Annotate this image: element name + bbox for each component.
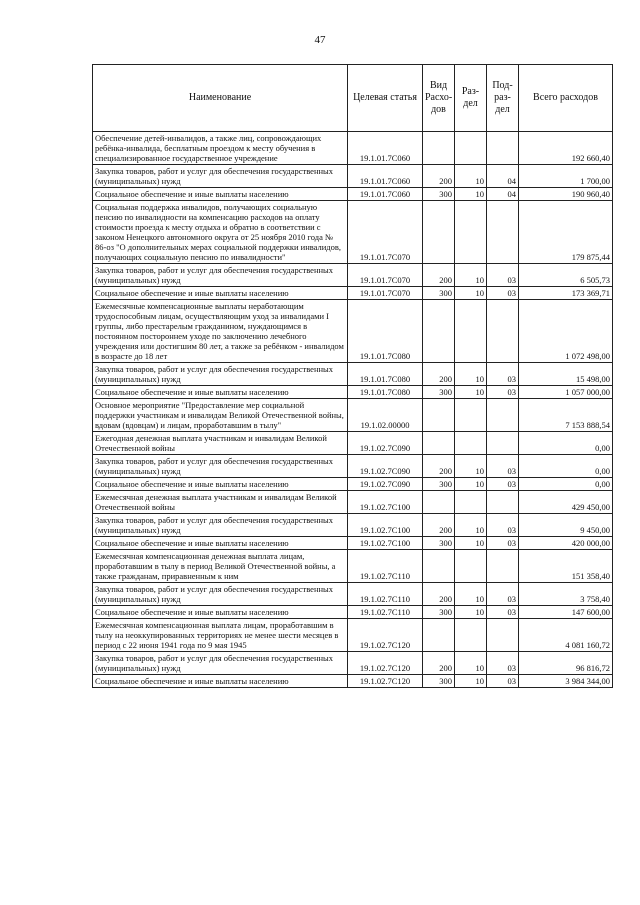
row-name: Закупка товаров, работ и услуг для обеспечения государственных (муниципальных) нужд: [93, 264, 348, 287]
row-section: 10: [455, 455, 487, 478]
table-row: [93, 386, 613, 399]
row-code: 19.1.02.7С110: [348, 550, 423, 583]
row-subsection: [487, 550, 519, 583]
row-name: Социальное обеспечение и иные выплаты населению: [93, 478, 348, 491]
header-kind: Вид Расхо- дов: [423, 65, 455, 132]
row-kind: 300: [423, 606, 455, 619]
row-subsection: 03: [487, 514, 519, 537]
row-subsection: [487, 432, 519, 455]
row-total: 0,00: [519, 455, 613, 478]
row-subsection: 03: [487, 652, 519, 675]
table-row: [93, 363, 613, 386]
row-kind: [423, 619, 455, 652]
row-section: 10: [455, 652, 487, 675]
row-code: 19.1.02.7С110: [348, 606, 423, 619]
row-subsection: 03: [487, 583, 519, 606]
row-section: [455, 432, 487, 455]
row-total: 7 153 888,54: [519, 399, 613, 432]
row-code: 19.1.02.7С090: [348, 432, 423, 455]
row-kind: 200: [423, 652, 455, 675]
row-subsection: 03: [487, 537, 519, 550]
header-name: Наименование: [93, 65, 348, 132]
row-kind: 200: [423, 264, 455, 287]
row-name: Обеспечение детей-инвалидов, а также лиц, сопровождающих ребёнка-инвалида, бесплатным проездом к месту обучения в специализированное государственное учреждение: [93, 132, 348, 165]
row-kind: [423, 432, 455, 455]
row-kind: 300: [423, 386, 455, 399]
row-subsection: 04: [487, 188, 519, 201]
table-row: [93, 491, 613, 514]
header-subsection: Под- раз- дел: [487, 65, 519, 132]
budget-table: [92, 64, 613, 688]
row-section: [455, 619, 487, 652]
row-subsection: 03: [487, 264, 519, 287]
row-subsection: [487, 132, 519, 165]
row-code: 19.1.01.7С080: [348, 386, 423, 399]
row-section: 10: [455, 514, 487, 537]
row-name: Закупка товаров, работ и услуг для обеспечения государственных (муниципальных) нужд: [93, 652, 348, 675]
row-total: 147 600,00: [519, 606, 613, 619]
table-row: [93, 432, 613, 455]
row-kind: 300: [423, 478, 455, 491]
row-total: 420 000,00: [519, 537, 613, 550]
row-total: 1 057 000,00: [519, 386, 613, 399]
table-row: [93, 478, 613, 491]
row-name: Закупка товаров, работ и услуг для обеспечения государственных (муниципальных) нужд: [93, 455, 348, 478]
row-kind: [423, 399, 455, 432]
row-section: 10: [455, 583, 487, 606]
row-code: 19.1.02.7С100: [348, 514, 423, 537]
row-section: [455, 491, 487, 514]
row-code: 19.1.01.7С060: [348, 165, 423, 188]
row-subsection: [487, 619, 519, 652]
row-section: [455, 399, 487, 432]
row-kind: [423, 550, 455, 583]
row-subsection: 03: [487, 675, 519, 688]
row-code: 19.1.02.7С100: [348, 491, 423, 514]
table-row: [93, 619, 613, 652]
row-kind: [423, 132, 455, 165]
row-section: 10: [455, 188, 487, 201]
row-name: Закупка товаров, работ и услуг для обеспечения государственных (муниципальных) нужд: [93, 514, 348, 537]
row-section: 10: [455, 675, 487, 688]
row-section: [455, 132, 487, 165]
row-subsection: 03: [487, 455, 519, 478]
row-total: 190 960,40: [519, 188, 613, 201]
row-name: Закупка товаров, работ и услуг для обеспечения государственных (муниципальных) нужд: [93, 363, 348, 386]
row-kind: 200: [423, 455, 455, 478]
table-row: [93, 583, 613, 606]
header-total: Всего расходов: [519, 65, 613, 132]
row-name: Закупка товаров, работ и услуг для обеспечения государственных (муниципальных) нужд: [93, 165, 348, 188]
row-name: Ежегодная денежная выплата участникам и инвалидам Великой Отечественной войны: [93, 432, 348, 455]
row-kind: [423, 300, 455, 363]
row-code: 19.1.02.7С120: [348, 652, 423, 675]
row-total: 3 984 344,00: [519, 675, 613, 688]
table-row: [93, 287, 613, 300]
row-code: 19.1.01.7С080: [348, 300, 423, 363]
row-subsection: [487, 399, 519, 432]
row-total: 151 358,40: [519, 550, 613, 583]
row-code: 19.1.01.7С070: [348, 201, 423, 264]
header-section: Раз- дел: [455, 65, 487, 132]
table-row: [93, 300, 613, 363]
row-section: 10: [455, 264, 487, 287]
row-code: 19.1.02.00000: [348, 399, 423, 432]
row-kind: 300: [423, 287, 455, 300]
row-total: 15 498,00: [519, 363, 613, 386]
row-section: 10: [455, 386, 487, 399]
row-name: Основное мероприятие "Предоставление мер социальной поддержки участникам и инвалидам Великой Отечественной войны, вдовам (вдовцам) и лицам, проработавшим в тылу": [93, 399, 348, 432]
table-header-row: [93, 65, 613, 132]
row-kind: [423, 201, 455, 264]
row-name: Социальное обеспечение и иные выплаты населению: [93, 675, 348, 688]
row-code: 19.1.01.7С060: [348, 132, 423, 165]
row-name: Ежемесячные компенсационные выплаты неработающим трудоспособным лицам, осуществляющим уход за инвалидами I группы, либо престарелым гражданином, нуждающимся в постоянном постороннем уходе по заключению лечебного учреждения или достигшим 80 лет, а также за ребёнком - инвалидом в возрасте до 18 лет: [93, 300, 348, 363]
row-kind: 300: [423, 537, 455, 550]
row-total: 0,00: [519, 432, 613, 455]
row-section: [455, 201, 487, 264]
row-total: 3 758,40: [519, 583, 613, 606]
table-row: [93, 514, 613, 537]
row-kind: 300: [423, 675, 455, 688]
row-name: Закупка товаров, работ и услуг для обеспечения государственных (муниципальных) нужд: [93, 583, 348, 606]
row-subsection: 03: [487, 386, 519, 399]
row-total: 179 875,44: [519, 201, 613, 264]
row-code: 19.1.02.7С090: [348, 478, 423, 491]
table-row: [93, 201, 613, 264]
table-row: [93, 550, 613, 583]
table-row: [93, 455, 613, 478]
row-kind: [423, 491, 455, 514]
row-subsection: [487, 201, 519, 264]
table-row: [93, 652, 613, 675]
row-total: 0,00: [519, 478, 613, 491]
row-kind: 200: [423, 583, 455, 606]
row-code: 19.1.02.7С090: [348, 455, 423, 478]
row-total: 1 072 498,00: [519, 300, 613, 363]
row-name: Социальное обеспечение и иные выплаты населению: [93, 287, 348, 300]
row-total: 4 081 160,72: [519, 619, 613, 652]
table-row: [93, 537, 613, 550]
page-number: 47: [314, 34, 326, 46]
row-name: Ежемесячная компенсационная выплата лицам, проработавшим в тылу на неоккупированных территориях не менее шести месяцев в период с 22 июня 1941 года по 9 мая 1945: [93, 619, 348, 652]
row-code: 19.1.01.7С060: [348, 188, 423, 201]
row-subsection: 03: [487, 606, 519, 619]
row-section: 10: [455, 287, 487, 300]
row-kind: 200: [423, 514, 455, 537]
header-code: Целевая статья: [348, 65, 423, 132]
row-kind: 200: [423, 363, 455, 386]
row-subsection: [487, 491, 519, 514]
table-row: [93, 188, 613, 201]
row-section: 10: [455, 606, 487, 619]
row-section: 10: [455, 363, 487, 386]
table-row: [93, 606, 613, 619]
row-code: 19.1.02.7С110: [348, 583, 423, 606]
row-kind: 300: [423, 188, 455, 201]
row-code: 19.1.02.7С100: [348, 537, 423, 550]
row-subsection: [487, 300, 519, 363]
row-subsection: 04: [487, 165, 519, 188]
row-name: Социальное обеспечение и иные выплаты населению: [93, 537, 348, 550]
row-kind: 200: [423, 165, 455, 188]
table-row: [93, 165, 613, 188]
row-subsection: 03: [487, 363, 519, 386]
row-total: 429 450,00: [519, 491, 613, 514]
row-section: 10: [455, 537, 487, 550]
table-row: [93, 264, 613, 287]
row-total: 173 369,71: [519, 287, 613, 300]
row-name: Социальное обеспечение и иные выплаты населению: [93, 606, 348, 619]
row-name: Социальная поддержка инвалидов, получающих социальную пенсию по инвалидности на компенсацию расходов на оплату стоимости проезда к месту отдыха и обратно в соответствии с законом Ненецкого автономного округа от 25 ноября 2010 года № 86-оз "О дополнительных мерах социальной поддержки инвалидов, получающих социальную пенсию по инвалидности": [93, 201, 348, 264]
row-total: 1 700,00: [519, 165, 613, 188]
row-section: 10: [455, 478, 487, 491]
row-code: 19.1.02.7С120: [348, 619, 423, 652]
row-total: 192 660,40: [519, 132, 613, 165]
row-code: 19.1.02.7С120: [348, 675, 423, 688]
row-subsection: 03: [487, 478, 519, 491]
row-name: Социальное обеспечение и иные выплаты населению: [93, 386, 348, 399]
row-subsection: 03: [487, 287, 519, 300]
row-total: 96 816,72: [519, 652, 613, 675]
table-row: [93, 132, 613, 165]
row-section: [455, 300, 487, 363]
table-row: [93, 675, 613, 688]
row-name: Ежемесячная компенсационная денежная выплата лицам, проработавшим в тылу в период Великой Отечественной войны, а также гражданам, приравненным к ним: [93, 550, 348, 583]
row-code: 19.1.01.7С080: [348, 363, 423, 386]
row-total: 9 450,00: [519, 514, 613, 537]
row-name: Социальное обеспечение и иные выплаты населению: [93, 188, 348, 201]
row-total: 6 505,73: [519, 264, 613, 287]
row-section: [455, 550, 487, 583]
row-name: Ежемесячная денежная выплата участникам и инвалидам Великой Отечественной войны: [93, 491, 348, 514]
row-code: 19.1.01.7С070: [348, 287, 423, 300]
row-section: 10: [455, 165, 487, 188]
table-row: [93, 399, 613, 432]
row-code: 19.1.01.7С070: [348, 264, 423, 287]
